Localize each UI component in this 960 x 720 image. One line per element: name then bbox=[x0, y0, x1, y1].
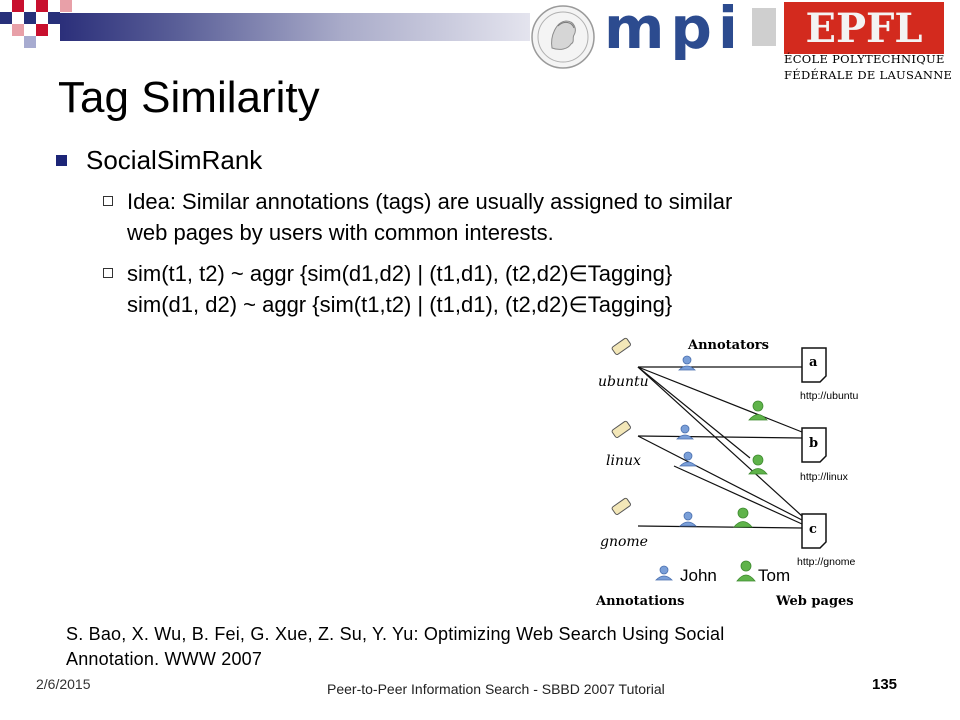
bullet-socialsimrank: SocialSimRank bbox=[86, 145, 263, 175]
page-letter-a: a bbox=[809, 355, 818, 370]
tag-pencil-icon bbox=[611, 421, 631, 439]
web-page-a-icon bbox=[802, 348, 826, 382]
citation bbox=[66, 622, 724, 672]
diagram-edges bbox=[638, 367, 802, 528]
sim-formula-tags: sim(t1, t2) ~ aggr {sim(d1,d2) | (t1,d1), (t2,d2)∈Tagging} bbox=[127, 261, 673, 286]
page-url-ubuntu: http://ubuntu bbox=[800, 390, 859, 402]
web-page-c-icon bbox=[802, 514, 826, 548]
epfl-name-line2: FÉDÉRALE DE LAUSANNE bbox=[784, 68, 953, 82]
tag-label-gnome: gnome bbox=[600, 534, 648, 550]
legend-tom-icon bbox=[737, 561, 755, 581]
legend-john-icon bbox=[656, 566, 672, 580]
footer-title: Peer-to-Peer Information Search - SBBD 2007 Tutorial bbox=[327, 681, 665, 697]
user-tom-icon bbox=[734, 508, 752, 527]
bullet-square-icon bbox=[56, 155, 67, 166]
footer-date: 2/6/2015 bbox=[36, 676, 91, 692]
sim-formula-pages: sim(d1, d2) ~ aggr {sim(t1,t2) | (t1,d1), (t2,d2)∈Tagging} bbox=[127, 292, 673, 317]
annotators-header: Annotators bbox=[688, 338, 769, 353]
page-letter-b: b bbox=[809, 436, 819, 451]
header-gradient-bar bbox=[60, 13, 530, 41]
tag-label-linux: linux bbox=[606, 453, 641, 469]
user-john-icon bbox=[677, 425, 693, 439]
epfl-name-line1: ÉCOLE POLYTECHNIQUE bbox=[784, 52, 945, 66]
citation-line-2: Annotation. WWW 2007 bbox=[66, 649, 263, 669]
hollow-square-bullet-icon bbox=[103, 196, 113, 206]
idea-line-1: Idea: Similar annotations (tags) are usually assigned to similar bbox=[127, 189, 733, 214]
web-page-b-icon bbox=[802, 428, 826, 462]
mpi-logo bbox=[602, 4, 780, 62]
tag-pencil-icon bbox=[611, 338, 631, 356]
legend-john-label: John bbox=[680, 566, 717, 585]
mpi-logo-text: mpi bbox=[604, 4, 744, 62]
annotations-footer-label: Annotations bbox=[596, 594, 685, 609]
tag-pencil-icon bbox=[611, 498, 631, 516]
page-letter-c: c bbox=[809, 522, 817, 537]
page-number: 135 bbox=[872, 676, 898, 693]
user-john-icon bbox=[679, 356, 695, 370]
slide-title: Tag Similarity bbox=[58, 73, 320, 122]
epfl-logo-text: EPFL bbox=[805, 5, 923, 52]
page-url-gnome: http://gnome bbox=[797, 556, 856, 568]
hollow-square-bullet-icon bbox=[103, 268, 113, 278]
page-url-linux: http://linux bbox=[800, 471, 848, 483]
user-tom-icon bbox=[749, 455, 767, 474]
idea-line-2: web pages by users with common interests. bbox=[127, 220, 554, 245]
user-john-icon bbox=[680, 512, 696, 526]
web-pages-footer-label: Web pages bbox=[776, 594, 854, 609]
tag-label-ubuntu: ubuntu bbox=[598, 374, 649, 390]
socialsimrank-diagram bbox=[590, 330, 880, 614]
user-tom-icon bbox=[749, 401, 767, 420]
legend-tom-label: Tom bbox=[758, 566, 791, 585]
citation-line-1: S. Bao, X. Wu, B. Fei, G. Xue, Z. Su, Y. Yu: Optimizing Web Search Using Social bbox=[66, 624, 725, 644]
minerva-seal-logo bbox=[530, 4, 596, 70]
epfl-logo bbox=[784, 2, 944, 54]
